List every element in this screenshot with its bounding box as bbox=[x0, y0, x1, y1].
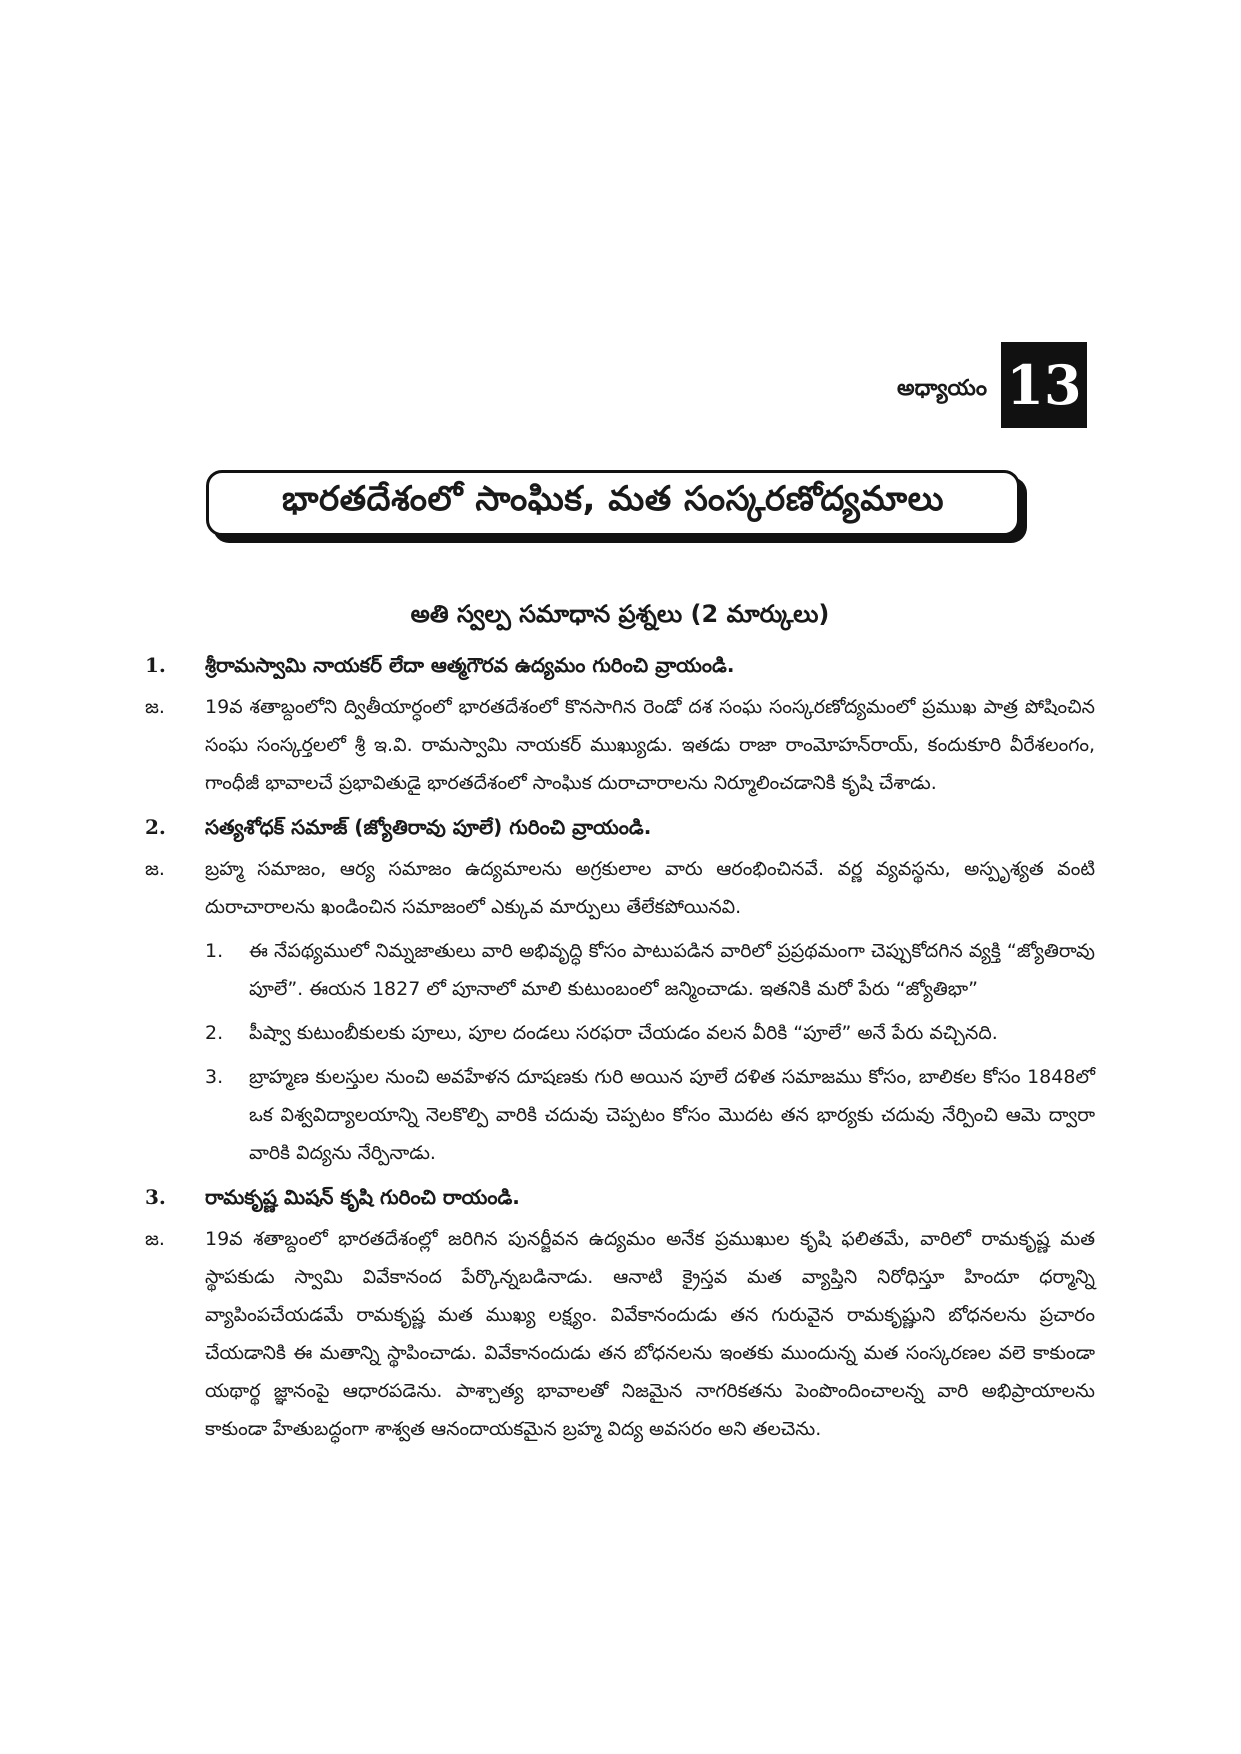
chapter-number-badge: 13 bbox=[1001, 342, 1087, 428]
question-text: రామకృష్ణ మిషన్ కృషి గురించి రాయండి. bbox=[205, 1185, 520, 1209]
chapter-title: భారతదేశంలో సాంఘిక, మత సంస్కరణోద్యమాలు bbox=[282, 479, 944, 519]
point-number: 1. bbox=[205, 940, 224, 962]
question-2 bbox=[145, 812, 1095, 842]
page-content bbox=[145, 600, 1095, 1454]
answer-label: జ. bbox=[145, 1228, 165, 1250]
answer-2-point-1 bbox=[205, 932, 1095, 1008]
chapter-heading bbox=[897, 342, 1087, 428]
question-text: శ్రీరామస్వామి నాయకర్ లేదా ఆత్మగౌరవ ఉద్యమం గురించి వ్రాయండి. bbox=[205, 653, 735, 677]
chapter-title-box bbox=[206, 470, 1020, 536]
question-1 bbox=[145, 650, 1095, 680]
question-number: 1. bbox=[145, 653, 166, 677]
point-number: 2. bbox=[205, 1022, 224, 1044]
point-text: ఈ నేపథ్యములో నిమ్నజాతులు వారి అభివృద్ధి కోసం పాటుపడిన వారిలో ప్రప్రథమంగా చెప్పుకోదగిన వ్యక్తి “జ్యోతిరావు పూలే”. ఈయన 1827 లో పూనాలో మాలి కుటుంబంలో జన్మించాడు. ఇతనికి మరో పేరు “జ్యోతిభా” bbox=[249, 940, 1095, 1000]
question-3 bbox=[145, 1182, 1095, 1212]
answer-2-point-3 bbox=[205, 1058, 1095, 1172]
chapter-word: అధ్యాయం bbox=[896, 376, 987, 401]
section-title: అతి స్వల్ప సమాధాన ప్రశ్నలు (2 మార్కులు) bbox=[410, 600, 830, 628]
answer-text: 19వ శతాబ్దంలోని ద్వితీయార్ధంలో భారతదేశంలో కొనసాగిన రెండో దశ సంఘ సంస్కరణోద్యమంలో ప్రముఖ పాత్ర పోషించిన సంఘ సంస్కర్తలలో శ్రీ ఇ.వి. రామస్వామి నాయకర్ ముఖ్యుడు. ఇతడు రాజా రాంమోహన్‌రాయ్, కందుకూరి వీరేశలంగం, గాంధీజీ భావాలచే ప్రభావితుడై భారతదేశంలో సాంఘిక దురాచారాలను నిర్మూలించడానికి కృషి చేశాడు. bbox=[205, 696, 1095, 794]
answer-1 bbox=[145, 688, 1095, 802]
question-number: 2. bbox=[145, 815, 166, 839]
answer-label: జ. bbox=[145, 858, 165, 880]
point-number: 3. bbox=[205, 1066, 224, 1088]
answer-label: జ. bbox=[145, 696, 165, 718]
answer-3 bbox=[145, 1220, 1095, 1448]
answer-text: 19వ శతాబ్దంలో భారతదేశంల్లో జరిగిన పునర్జీవన ఉద్యమం అనేక ప్రముఖుల కృషి ఫలితమే, వారిలో రామకృష్ణ మత స్థాపకుడు స్వామి వివేకానంద పేర్కొన్నబడినాడు. ఆనాటి క్రైస్తవ మత వ్యాప్తిని నిరోధిస్తూ హిందూ ధర్మాన్ని వ్యాపింపచేయడమే రామకృష్ణ మత ముఖ్య లక్ష్యం. వివేకానందుడు తన గురువైన రామకృష్ణుని బోధనలను ప్రచారం చేయడానికి ఈ మతాన్ని స్థాపించాడు. వివేకానందుడు తన బోధనలను ఇంతకు ముందున్న మత సంస్కరణల వలె కాకుండా యథార్థ జ్ఞానంపై ఆధారపడెను. పాశ్చాత్య భావాలతో నిజమైన నాగరికతను పెంపొందించాలన్న వారి అభిప్రాయాలను కాకుండా హేతుబద్ధంగా శాశ్వత ఆనందాయకమైన బ్రహ్మ విద్య అవసరం అని తలచెను. bbox=[205, 1228, 1095, 1440]
question-number: 3. bbox=[145, 1185, 166, 1209]
answer-2 bbox=[145, 850, 1095, 926]
point-text: బ్రాహ్మణ కులస్తుల నుంచి అవహేళన దూషణకు గురి అయిన పూలే దళిత సమాజము కోసం, బాలికల కోసం 1848లో ఒక విశ్వవిద్యాలయాన్ని నెలకొల్పి వారికి చదువు చెప్పటం కోసం మొదట తన భార్యకు చదువు నేర్పించి ఆమె ద్వారా వారికి విద్యను నేర్పినాడు. bbox=[249, 1066, 1096, 1164]
answer-text: బ్రహ్మ సమాజం, ఆర్య సమాజం ఉద్యమాలను అగ్రకులాల వారు ఆరంభించినవే. వర్ణ వ్యవస్థను, అస్పృశ్యత వంటి దురాచారాలను ఖండించిన సమాజంలో ఎక్కువ మార్పులు తేలేకపోయినవి. bbox=[205, 858, 1095, 918]
point-text: పీష్వా కుటుంబీకులకు పూలు, పూల దండలు సరఫరా చేయడం వలన వీరికి “పూలే” అనే పేరు వచ్చినది. bbox=[249, 1022, 998, 1044]
answer-2-point-2 bbox=[205, 1014, 1095, 1052]
question-text: సత్యశోధక్ సమాజ్ (జ్యోతిరావు పూలే) గురించి వ్రాయండి. bbox=[205, 815, 652, 839]
